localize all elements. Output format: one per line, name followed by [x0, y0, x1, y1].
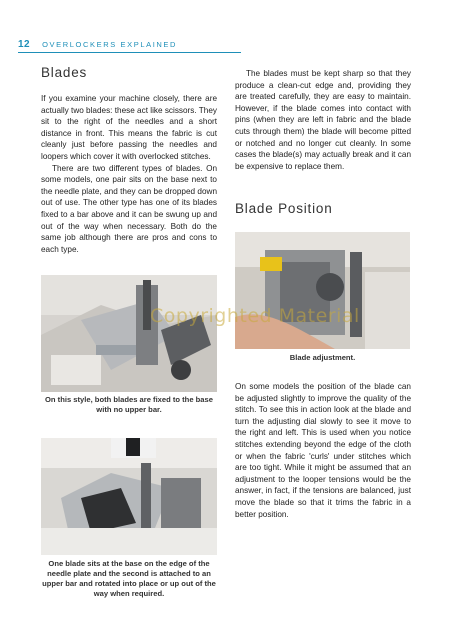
blades-body-continued [235, 68, 411, 172]
figure-caption-2: Blade adjustment. [289, 353, 356, 362]
figure-caption-1: On this style, both blades are fixed to the base with no upper bar. [45, 395, 213, 414]
photo-base-blades [41, 275, 217, 392]
blades-paragraph-3: The blades must be kept sharp so that they produce a clean-cut edge and, providing they are treated carefully, they are easy to maintain. However, if the blade comes into contact with pins (when they are left in fabric and the blade cuts through them) the blade will become pitted or notched and no longer cut cleanly. In some cases the blade(s) may actually break and it can be expensive to replace them. [235, 69, 411, 171]
blade-position-paragraph-1: On some models the position of the blade can be adjusted slightly to improve the quality of the stitch. To see this in action look at the blade and turn the adjusting dial slowly to see it move to the right and left. This is used when you notice stitches extending beyond the edge of the cloth or when the fabric 'curls' under stitches which are too tight. While it might be assumed that an adjustment to the looper tensions would be the answer, in fact, if the tensions are balanced, just move the blade so that it trims the fabric in a better position. [235, 382, 411, 519]
blades-body [41, 93, 217, 255]
blades-paragraph-1: If you examine your machine closely, there are actually two blades: these act like scissors. They sit to the right of the needles and a short distance in front. This means the fabric is cut cleanly just before passing the needles and loopers which cover it with overlocked stitches. [41, 94, 217, 161]
running-head: OVERLOCKERS EXPLAINED [42, 39, 178, 49]
watermark: Copyrighted Material [150, 305, 360, 327]
photo-upper-bar-blade [41, 438, 217, 555]
header-rule [18, 52, 241, 53]
page-number: 12 [18, 38, 31, 50]
figure-caption-3: One blade sits at the base on the edge of the needle plate and the second is attached to an upper bar and rotated into place or up out of the way when required. [42, 559, 216, 598]
section-heading-blade-position: Blade Position [235, 201, 333, 216]
page-header [18, 37, 177, 51]
section-heading-blades: Blades [41, 65, 88, 80]
photo-blade-adjustment [235, 232, 410, 349]
blades-paragraph-2: There are two different types of blades. On some models, one pair sits on the base next to the needle plate, and they can be dropped down out of use. The other type has one of its blades fixed to a bar above and it can be swung up and out of the way when necessary. Both do the same job although there are pros and cons to each type. [41, 163, 217, 254]
blade-position-body [235, 381, 411, 520]
